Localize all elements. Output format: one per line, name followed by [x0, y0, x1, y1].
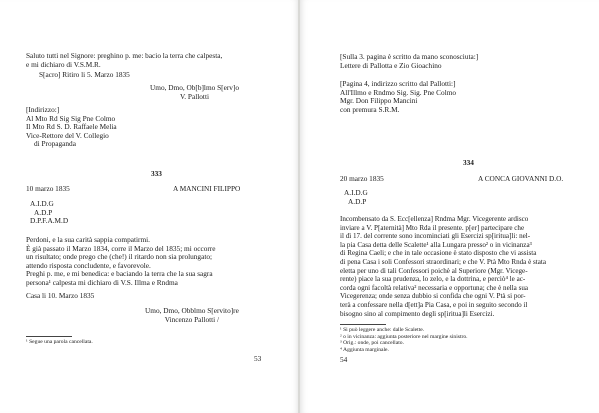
- page-number: 54: [340, 355, 348, 364]
- signature-name: V. Pallotti: [179, 91, 210, 101]
- signature-block: [145, 307, 239, 324]
- footnote: ¹ Segue una parola cancellata.: [26, 339, 93, 345]
- address-line: [Indirizzo:]: [26, 105, 60, 114]
- address-line: All'Illmo e Rndmo Sig. Sig. Pne Colmo: [340, 87, 457, 97]
- footnote: ⁴ Aggiunta marginale.: [340, 346, 389, 353]
- body-line: di Regina Caeli; e che in tale occasione è stato disposto che vi assista: [340, 249, 537, 258]
- address-block: [26, 106, 117, 149]
- footnote: ³ Orig.: onde, poi cancellato.: [340, 340, 404, 347]
- letter-number: 334: [463, 158, 474, 167]
- letter-date: 10 marzo 1835: [26, 184, 70, 193]
- footnote: ¹ Si può leggere anche: dalle Scalette.: [340, 327, 425, 333]
- body-line: Vicegerenza; onde senza dubbio si confida che ogni V. Ptà si por-: [340, 292, 526, 301]
- footnote: ² o in vicinanza: aggiunta posteriore nel margine sinistro.: [340, 333, 468, 340]
- body-line: la pia Casa detta delle Scalette¹ alla Lungara presso² o in vicinanza³: [340, 240, 532, 249]
- address-line: Il Mto Rd S. D. Raffaele Melia: [26, 122, 117, 132]
- body-line: persona¹ calpesta mi dichiaro di V.S. Illma e Rndma: [26, 277, 178, 287]
- letter-body: [340, 215, 546, 318]
- body-line: attendo risposta concludente, e favorevole.: [26, 260, 151, 270]
- body-line: un risultato; onde prego che (che!) il ritardo non sia prolungato;: [26, 252, 213, 262]
- body-line: È già passato il Marzo 1834, corre il Marzo del 1835; mi occorre: [26, 243, 216, 253]
- address-line: Mgr. Don Filippo Mancini: [340, 96, 418, 106]
- address-line: con premura S.R.M.: [340, 104, 400, 114]
- address-block: [340, 80, 456, 114]
- invocation-line: A.D.P: [34, 207, 53, 217]
- letter-body: [26, 236, 215, 288]
- invocation-line: A.D.P: [348, 196, 367, 206]
- signature-line: Umo, Dmo, Ob[b]lmo S[erv]o: [150, 83, 239, 92]
- body-line: il dì 17. del corrente sono incominciati gli Esercizi sp[iritua]li: nel-: [340, 232, 531, 241]
- dateline: S[acro] Ritiro li 5. Marzo 1835: [39, 70, 130, 79]
- body-line: terà a confessare nella d[ett]a Pia Casa, e poi in seguito secondo il: [340, 300, 528, 309]
- body-line: di pena Casa i soli Confessori straordinari; e che V. Ptà Mto Rnda è stata: [340, 257, 547, 266]
- note-block: [340, 53, 478, 70]
- body-line: corda ogni facoltà relativa² necessaria e opportuna; che è nella sua: [340, 283, 529, 292]
- body-line: rente) piace la sua prudenza, lo zelo, e la dottrina, e perciò⁴ le ac-: [340, 275, 526, 284]
- invocation-block: [30, 200, 68, 226]
- text-line: Saluto tutti nel Signore: preghino p. me: bacio la terra che calpesta,: [26, 51, 223, 60]
- address-line: [Pagina 4, indirizzo scritto dal Pallotti:]: [340, 79, 456, 88]
- footnotes: [340, 327, 468, 353]
- signature-name: Vincenzo Pallotti /: [164, 314, 220, 324]
- invocation-line: A.I.D.G: [30, 199, 54, 208]
- recipient-heading: A CONCA GIOVANNI D.O.: [478, 174, 564, 183]
- body-line: Incombensato da S. Ecc[ellenza] Rndma Mgr. Vicegerente ardisco: [340, 215, 529, 223]
- body-line: eletta per uno di tali Confessori poichè al Superiore (Mgr. Vicege-: [340, 266, 528, 275]
- body-line: Perdoni, e la sua carità sappia compatirmi.: [26, 235, 151, 244]
- signature-line: Umo, Dmo, Obblmo S[ervito]re: [145, 306, 239, 315]
- text-line: e mi dichiaro di V.S.M.R.: [26, 59, 101, 69]
- left-page: [0, 0, 299, 413]
- body-line: bisogno sino al compimento degli sp[iritua]li Esercizi.: [340, 309, 495, 318]
- body-line: Preghi p. me, e mi benedica: e baciando la terra che la sua sagra: [26, 269, 213, 279]
- closing-block: [26, 52, 222, 69]
- note-line: Lettere di Pallotta e Zio Gioachino: [340, 60, 442, 70]
- signature-block: [150, 84, 239, 101]
- letter-number: 333: [151, 169, 162, 178]
- closing-date: Casa li 10. Marzo 1835: [26, 291, 95, 300]
- body-line: inviare a V. P[aternità] Mto Rda il presente. p[er] partecipare che: [340, 223, 525, 232]
- right-page: [300, 0, 599, 413]
- address-line: di Propaganda: [34, 139, 76, 149]
- footnote-rule: [26, 336, 72, 337]
- invocation-block: [344, 189, 368, 206]
- note-line: [Sulla 3. pagina è scritto da mano sconosciuta:]: [340, 52, 479, 61]
- page-number: 53: [254, 354, 262, 363]
- recipient-heading: A MANCINI FILIPPO: [173, 184, 241, 193]
- footnote-rule: [340, 324, 386, 325]
- address-line: Vice-Rettore del V. Collegio: [26, 130, 109, 140]
- address-line: Al Mto Rd Sig Sig Pne Colmo: [26, 113, 116, 123]
- invocation-line: A.I.D.G: [344, 188, 368, 197]
- invocation-line: D.P.F.A.M.D: [30, 216, 69, 226]
- letter-date: 20 marzo 1835: [340, 174, 384, 183]
